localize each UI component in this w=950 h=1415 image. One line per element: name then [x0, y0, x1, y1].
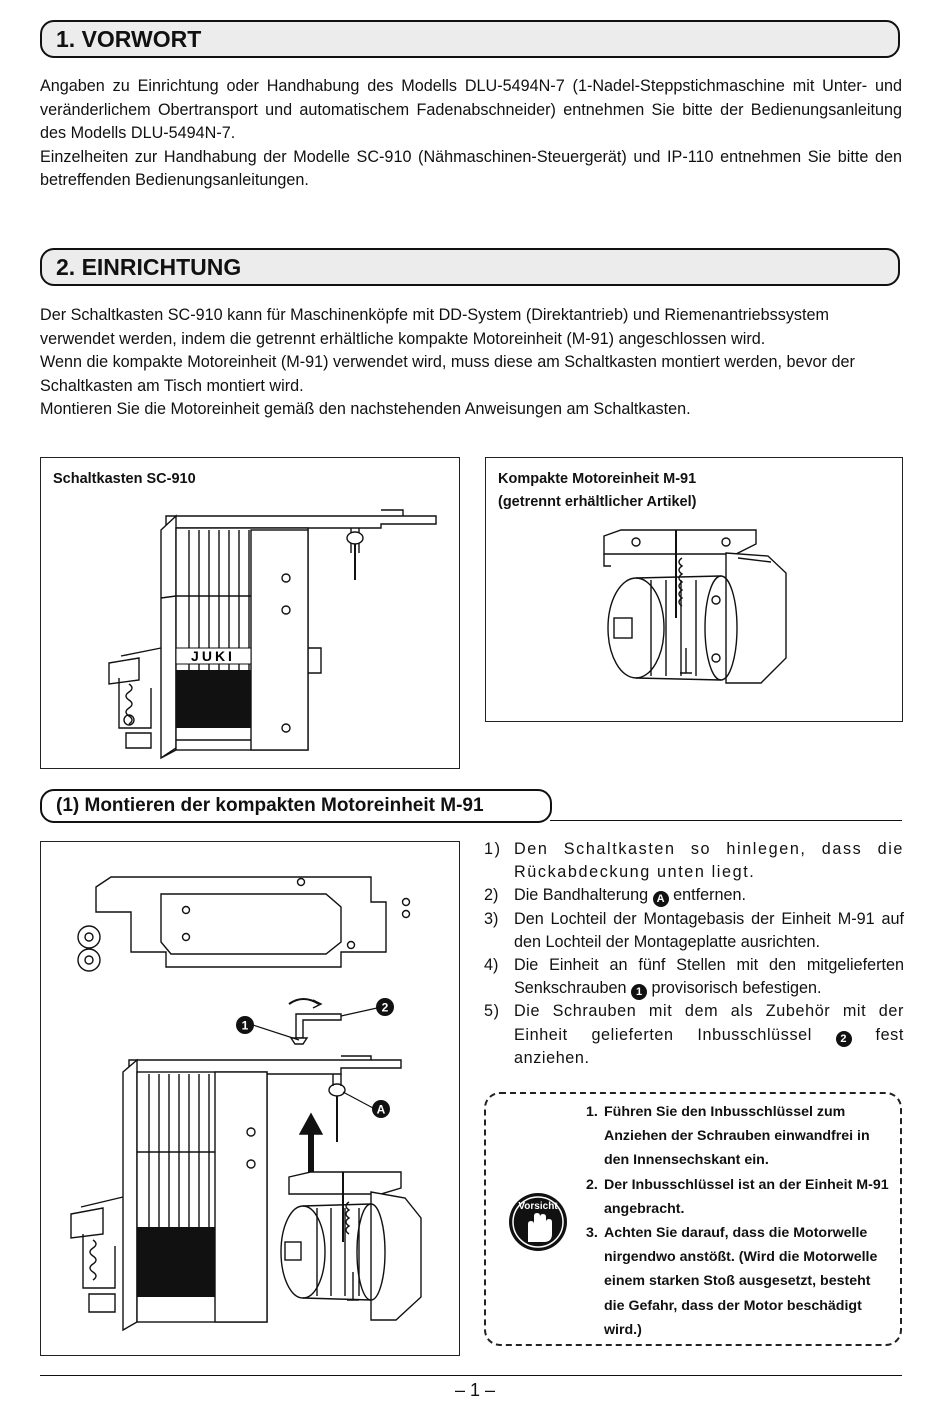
assembly-control-panel-dark [137, 1227, 215, 1297]
caution-item-text: Führen Sie den Inbusschlüssel zum Anziehen der Schrauben einwandfrei in den Innensechskant ein. [604, 1104, 870, 1169]
step-number: 3) [484, 909, 499, 928]
callout-marker-a [372, 1100, 390, 1118]
figure-control-box-caption-text: Schaltkasten SC-910 [53, 471, 196, 487]
section-1-body [40, 75, 902, 193]
step-text: Die Bandhalterung [514, 886, 649, 905]
list-item [586, 1173, 892, 1221]
list-item [484, 954, 904, 1000]
step-number: 1) [484, 840, 502, 858]
assembly-illustration [41, 842, 461, 1357]
step-text: fest anziehen. [514, 1025, 904, 1067]
step-text: entfernen. [673, 886, 746, 905]
section-2-title: 2. EINRICHTUNG [56, 254, 242, 280]
step-text: Die Schrauben mit dem als Zubehör mit der Einheit gelieferten Inbusschlüssel [514, 1002, 904, 1044]
list-item [484, 908, 904, 954]
control-panel-dark [176, 670, 251, 728]
figure-compact-motor [485, 457, 903, 722]
section-2-body [40, 304, 880, 422]
caution-item-text: Achten Sie darauf, dass die Motorwelle nirgendwo anstößt. (Wird die Motorwelle einem starken Stoß ausgesetzt, besteht die Gefahr, dass der Motor beschädigt wird.) [604, 1225, 878, 1338]
list-item [484, 884, 904, 907]
step-number: 5) [484, 1002, 500, 1021]
section-1-paragraph-2: Einzelheiten zur Handhabung der Modelle SC-910 (Nähmaschinen-Steuergerät) und IP-110 entnehmen Sie bitte den betreffenden Bedienungsanleitungen. [40, 147, 902, 190]
section-1-title: 1. VORWORT [56, 26, 202, 52]
section-2-paragraph-3: Montieren Sie die Motoreinheit gemäß den nachstehenden Anweisungen am Schaltkasten. [40, 400, 691, 419]
section-1-heading [40, 20, 900, 58]
step-text: Den Schaltkasten so hinlegen, dass die Rückabdeckung unten liegt. [514, 840, 904, 882]
figure-compact-motor-caption-line-1: Kompakte Motoreinheit M-91 [498, 471, 697, 487]
section-2-heading [40, 248, 900, 286]
caution-list [586, 1100, 892, 1342]
section-2-paragraph-2: Wenn die kompakte Motoreinheit (M-91) verwendet wird, muss diese am Schaltkasten montiert werden, bevor der Schaltkasten am Tisch montiert wird. [40, 353, 855, 395]
callout-marker-2 [376, 998, 394, 1016]
section-2-paragraph-1: Der Schaltkasten SC-910 kann für Maschinenköpfe mit DD-System (Direktantrieb) und Riemenantriebssystem verwendet werden, indem die getrennt erhältliche kompakte Motoreinheit (M-91) angeschlossen wird. [40, 306, 830, 348]
figure-compact-motor-caption-line-2: (getrennt erhältlicher Artikel) [498, 494, 697, 510]
caution-item-number: 1. [586, 1104, 598, 1120]
step-number: 4) [484, 956, 499, 975]
step-text: Den Lochteil der Montagebasis der Einheit M-91 auf den Lochteil der Montageplatte ausrichten. [514, 909, 904, 951]
subsection-1-heading [40, 789, 552, 823]
step-text: Die Einheit an fünf Stellen mit den mitgelieferten Senkschrauben [514, 956, 904, 998]
control-box-illustration [41, 458, 461, 770]
subsection-1-rule [550, 820, 902, 821]
caution-item-text: Der Inbusschlüssel ist an der Einheit M-91 angebracht. [604, 1176, 889, 1217]
marker-a-badge: A [653, 891, 669, 907]
compact-motor-illustration [486, 458, 904, 723]
subsection-1-title: (1) Montieren der kompakten Motoreinheit M-91 [56, 795, 484, 816]
caution-box [484, 1092, 902, 1346]
callout-marker-1-label: 1 [241, 1018, 249, 1033]
step-text: provisorisch befestigen. [651, 979, 822, 998]
figure-assembly [40, 841, 460, 1356]
caution-item-number: 3. [586, 1225, 598, 1242]
marker-2-badge: 2 [836, 1031, 852, 1047]
list-item [484, 838, 904, 884]
callout-marker-2-label: 2 [381, 1000, 389, 1015]
caution-item-number: 2. [586, 1176, 598, 1193]
caution-icon-label: Vorsicht [518, 1201, 558, 1212]
step-number: 2) [484, 886, 499, 905]
juki-logo: JUKI [191, 648, 235, 664]
marker-1-badge: 1 [631, 984, 647, 1000]
section-1-paragraph-1: Angaben zu Einrichtung oder Handhabung des Modells DLU-5494N-7 (1-Nadel-Steppstichmaschine mit Unter- und veränderlichem Obertransport und automatischem Fadenabschneider) entnehmen Sie bitte der Bedienungsanleitung des Modells DLU-5494N-7. [40, 77, 902, 143]
figure-control-box [40, 457, 460, 769]
list-item [586, 1100, 892, 1173]
page-number: – 1 – [454, 1380, 496, 1400]
caution-hand-icon [506, 1190, 570, 1254]
callout-marker-a-label: A [376, 1102, 386, 1117]
footer-rule [40, 1375, 902, 1376]
list-item [586, 1221, 892, 1342]
list-item [484, 1000, 904, 1070]
mounting-steps [484, 838, 904, 1070]
callout-marker-1 [236, 1016, 254, 1034]
